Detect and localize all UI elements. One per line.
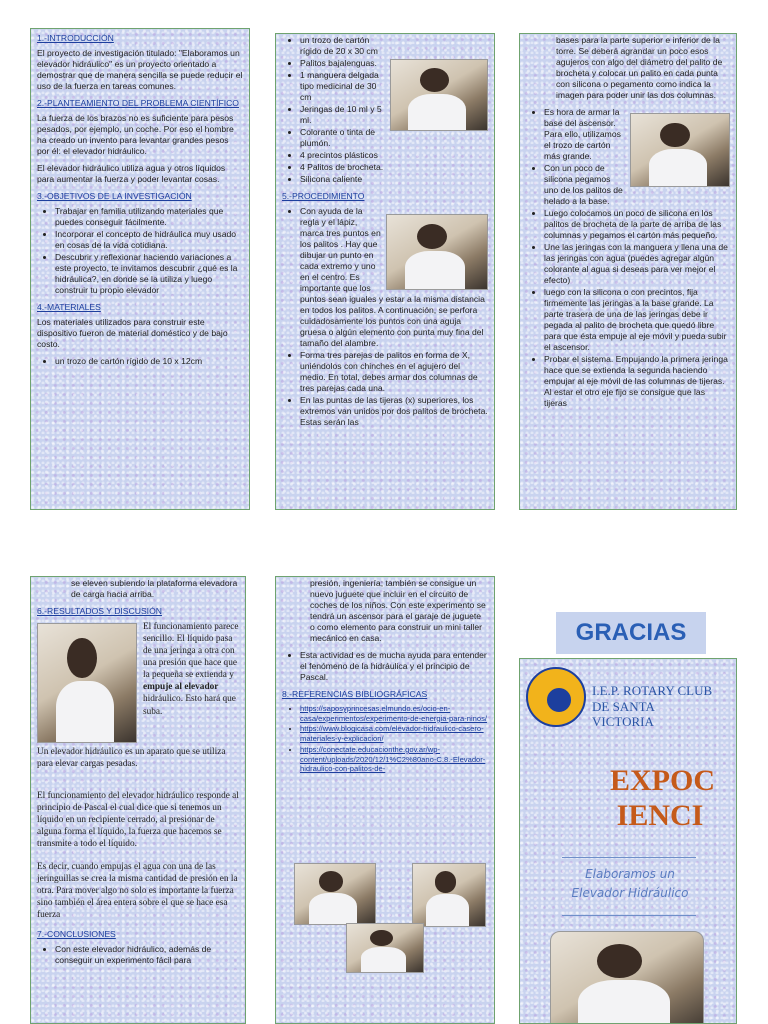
reference-link[interactable] <box>300 724 488 743</box>
objectives-list <box>37 206 243 296</box>
child-photo-testing <box>37 623 137 743</box>
list-item: • 4 precintos plásticos <box>300 150 488 161</box>
list-item: • Luego colocamos un poco de silicona en los palitos de brocheta de la parte de arriba de las columnas y pegamos el cartón más pequeño. <box>544 208 730 241</box>
conclusions-continued-text: presión, ingeniería; también se consigue un nuevo juguete que incluir en el circuito de coches de los niños. Con este experimento se tendrá un ascensor para el garaje de juguete o como elemento para construir un mini taller mecánico en casa. <box>310 578 486 643</box>
list-item: • Incorporar el concepto de hidráulica muy usado en cosas de la vida cotidiana. <box>55 229 243 251</box>
panel-procedure <box>275 33 495 510</box>
results-continued-text: se eleven subiendo la plataforma elevadora de carga hacia arriba. <box>71 578 238 599</box>
list-item: • Descubrir y reflexionar haciendo variaciones a este proyecto, te invitamos descubrir ¿qué es la hidráulica?, en donde se la utiliza y luego construir tu propio elevador <box>55 252 243 296</box>
panel-cover <box>519 658 737 1024</box>
list-item: • Con un poco de silicona pegamos uno de los palitos de helado a la base. <box>544 163 730 207</box>
list-item: • Jeringas de 10 ml y 5 ml. <box>300 104 488 126</box>
results-text-4: Es decir, cuando empujas el agua con una de las jeringuillas se crea la misma cantidad de presión en la otra. Para mover algo no solo es importante la fuerza sino también el área entera sobre el que se hace esa fuerza <box>37 861 238 920</box>
results-text-1a: El funcionamiento parece sencillo. El líquido pasa de una jeringa a otra con una presión que hace que la pequeña se extienda y <box>143 622 239 681</box>
thanks-label: GRACIAS <box>556 612 706 654</box>
intro-text: El proyecto de investigación titulado: "Elaboramos un elevador hidráulico" es un proyecto orientado a demostrar que de manera sencilla se puede reducir el uso de la fuerza en tareas comunes. <box>37 48 243 91</box>
materials-text: Los materiales utilizados para construir este dispositivo fueron de material doméstico y de bajo costo. <box>37 317 228 349</box>
school-name-line-3: VICTORIA <box>592 714 654 730</box>
list-item: • luego con la silicona o con precintos, fija firmemente las jeringas a la base grande. La parte trasera de una de las jeringas debe ir pegada al palito de brocheta que quedó libre para que ésta empuje al eje móvil y pueda subir el ascensor. <box>544 287 730 353</box>
intro-heading: 1.-INTRODUCCIÓN <box>37 33 114 43</box>
conclusions-heading: 7.-CONCLUSIONES <box>37 928 116 939</box>
children-photo-1 <box>294 863 376 925</box>
panel-procedure-continued <box>519 33 737 510</box>
school-name <box>592 683 712 730</box>
references-heading: 8.-REFERENCIAS BIBLIOGRÁFICAS <box>282 689 428 699</box>
expociencia-title-line-2: IENCI <box>616 799 704 833</box>
procedure-heading: 5.-PROCEDIMIENTO <box>282 191 365 201</box>
rotary-logo-icon <box>526 667 586 727</box>
reference-link-text[interactable]: https://www.blogicasa.com/elevador-hidraulico-casero-materiales-y-explicacion/ <box>300 724 484 744</box>
list-item: • Esta actividad es de mucha ayuda para entender el fenómeno de la hidráulica y el principio de Pascal. <box>300 650 488 683</box>
list-item: • 1 manguera delgada tipo medicinal de 30 cm <box>300 70 488 103</box>
children-photo-base <box>630 113 730 187</box>
conclusions-list-continued <box>282 650 488 683</box>
list-item: • Probar el sistema. Empujando la primera jeringa hace que se extienda la segunda haciendo empujar al eje móvil de las columnas de tijeras. Al estar el otro eje fijo se consigue que las tijeras <box>544 354 730 409</box>
divider-top <box>562 857 696 858</box>
project-subtitle-line-1: Elaboramos un <box>585 867 675 881</box>
list-item: • Con este elevador hidráulico, además de conseguir un experimento fácil para <box>55 944 239 966</box>
panel-introduction <box>30 28 250 510</box>
results-heading: 6.-RESULTADOS Y DISCUSIÓN <box>37 606 162 616</box>
problem-text-1: La fuerza de los brazos no es suficiente para pesos pesados, por ejemplo, un coche. Por eso el hombre ha creado un invento para levantar grandes pesos por él: el elevador hidráulico. <box>37 113 234 156</box>
list-item: • Trabajar en familia utilizando materiales que puedes conseguir fácilmente. <box>55 206 243 228</box>
children-photo-2 <box>412 863 486 927</box>
results-text-1b: hidráulico. Esto hará que suba. <box>143 694 236 717</box>
list-item: • Con ayuda de la regla y el lápiz, marca tres puntos en los palitos . Hay que dibujar un punto en cada extremo y uno en el centro. Es importante que los puntos sean iguales y estar a la misma distancia en todos los palitos. A continuación, se perfora cuidadosamente los puntos con una aguja gruesa o algún elemento con punta muy fina del tamaño del alambre. <box>300 206 488 349</box>
expociencia-title <box>610 763 715 834</box>
children-photo-3 <box>346 923 424 973</box>
expociencia-title-line-1: EXPOC <box>610 764 715 797</box>
results-text-bold: empuje al elevador <box>143 682 219 693</box>
list-item: • un trozo de cartón rígido de 10 x 12cm <box>55 356 243 367</box>
child-photo-ruler <box>386 214 488 290</box>
children-photo-cover <box>550 931 704 1024</box>
divider-bottom <box>562 915 696 916</box>
list-item: • Es hora de armar la base del ascensor. Para ello, utilizamos el trozo de cartón más grande. <box>544 107 730 162</box>
school-name-line-1: I.E.P. ROTARY CLUB <box>592 683 713 698</box>
child-photo-hose <box>390 59 488 131</box>
list-item: • Palitos bajalenguas. <box>300 58 488 69</box>
results-text-2: Un elevador hidráulico es un aparato que se utiliza para elevar cargas pesadas. <box>37 747 226 770</box>
materials-list-start <box>37 356 243 367</box>
panel-results <box>30 576 246 1024</box>
reference-link[interactable] <box>300 745 488 774</box>
references-list <box>282 704 488 774</box>
procedure-continued-text: bases para la parte superior e inferior de la torre. Se deberá agrandar un poco esos agujeros con algo del diámetro del palito de brocheta y colocar un palito en cada punta con silicona o pegamento como indica la imagen para poder unir las dos columnas. <box>556 35 723 100</box>
list-item: • Colorante o tinta de plumón. <box>300 127 488 149</box>
conclusions-list <box>37 944 239 966</box>
list-item: • En las puntas de las tijeras (x) superiores, los extremos van unidos por dos palitos de brocheta. Estas serán las <box>300 395 488 428</box>
problem-heading: 2.-PLANTEAMIENTO DEL PROBLEMA CIENTÍFICO <box>37 98 239 108</box>
project-subtitle <box>550 865 710 903</box>
list-item: • Une las jeringas con la manguera y llena una de las jeringas con agua (puedes agregar algún colorante al agua si deseas para ver mejor el efecto) <box>544 242 730 286</box>
panel-references <box>275 576 495 1024</box>
problem-text-2: El elevador hidráulico utiliza agua y otros líquidos para aumentar la fuerza y poder levantar cosas. <box>37 163 226 184</box>
reference-link-text[interactable]: https://saposyprincesas.elmundo.es/ocio-en-casa/experimentos/experimento-de-energia-para-ninos/ <box>300 704 487 723</box>
reference-link-text[interactable]: https://conectate.educacionthe.gov.ar/wp-content/uploads/2020/12/1%C2%80ano-C.8.-Elevador-hidraulico-con-palitos-de- <box>300 744 486 774</box>
reference-link[interactable] <box>300 704 488 723</box>
list-item: • 4 Palitos de brocheta. <box>300 162 488 173</box>
school-name-line-2: DE SANTA <box>592 698 655 714</box>
list-item: • Forma tres parejas de palitos en forma de X, uniéndolos con chinches en el agujero del medio. En total, debes armar dos columnas de tres parejas cada una. <box>300 350 488 394</box>
objectives-heading: 3.-OBJETIVOS DE LA INVESTIGACIÓN <box>37 191 192 201</box>
list-item: • un trozo de cartón rígido de 20 x 30 cm <box>300 35 488 57</box>
results-text-3: El funcionamiento del elevador hidráulico responde al principio de Pascal el cual dice que si tenemos un líquido en un recipiente cerrado, al presionar de alguna forma el líquido, la fuerza que hacemos se transmite a todo el líquido. <box>37 791 239 850</box>
list-item: • Silicona caliente <box>300 174 488 185</box>
project-subtitle-line-2: Elevador Hidráulico <box>571 886 689 901</box>
materials-heading: 4.-MATERIALES <box>37 302 101 312</box>
